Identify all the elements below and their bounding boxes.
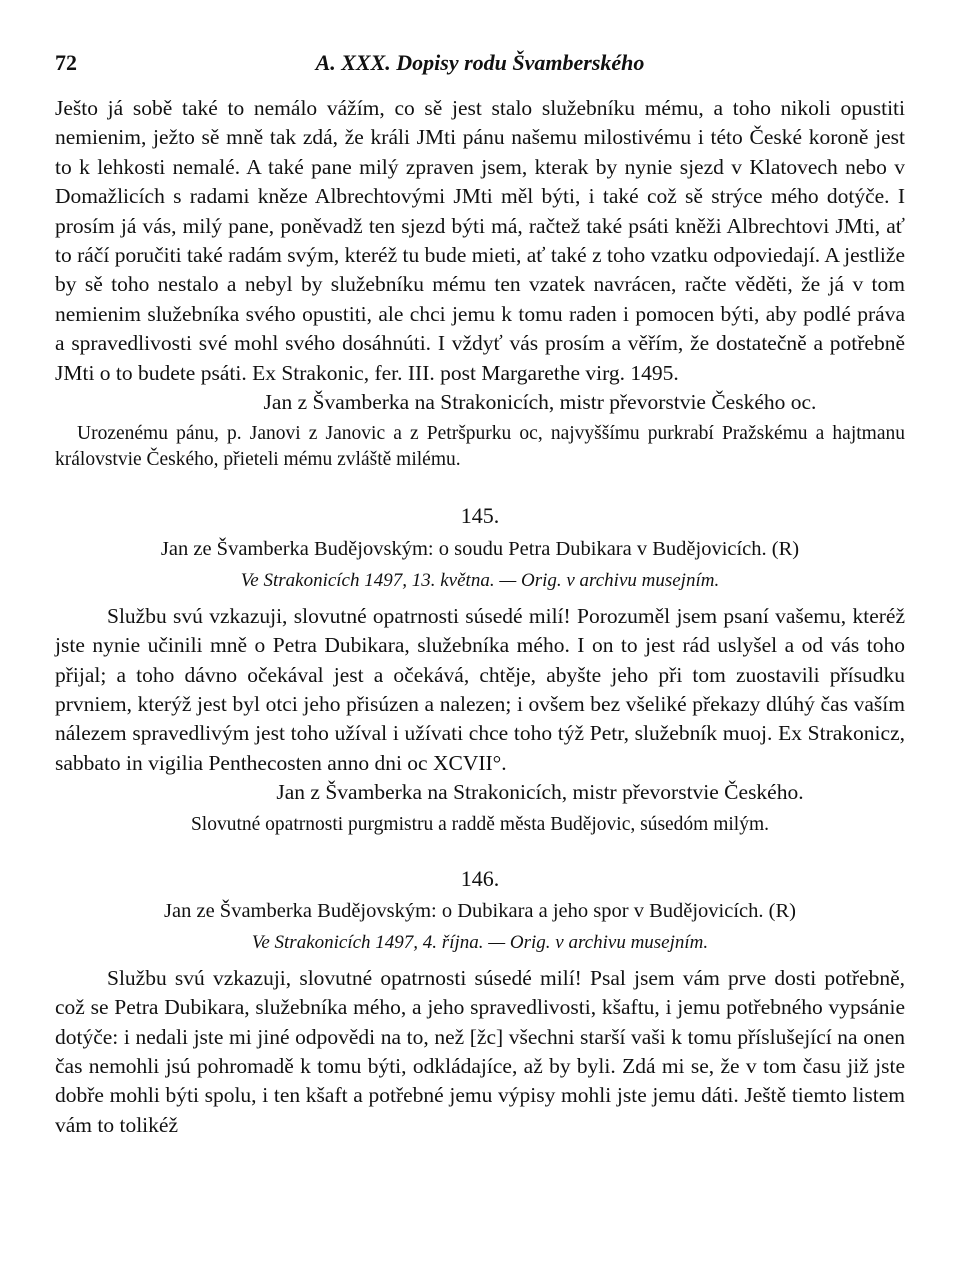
- document-source-line: Ve Strakonicích 1497, 13. května. — Orig. v archivu musejním.: [240, 570, 720, 592]
- running-head: A. XXX. Dopisy rodu Švamberského: [315, 50, 645, 75]
- page-number: 72: [55, 50, 77, 75]
- letter-signature: Jan z Švamberka na Strakonicích, mistr převorstvie Českého oc.: [263, 390, 817, 415]
- page-header: [55, 38, 905, 78]
- document-address: Slovutné opatrnosti purgmistru a raddě města Budějovic, súsedóm milým.: [190, 813, 770, 835]
- document-title: Jan ze Švamberka Budějovským: o Dubikara a jeho spor v Budějovicích. (R): [164, 899, 796, 922]
- document-body-text: Službu svú vzkazuji, slovutné opatrnosti súsedé milí! Psal jsem vám prve dosti potřebně, což se Petra Dubikara, služebníka mého, a jeho spravedlivosti, kšaftu, i jemu potřebného vypsánie dotýče: i nedali jste mi jiné odpovědi na to, než [žc] všechni starší vaši k tomu příslušející na onen čas nemohli jsú pohromadě k tomu býti, odkládajíce, až by byli. Zdá mi se, že v tom času již jste dobře mohli býti spolu, i ten kšaft a potřebné jemu výpisy mohli jste jemu dáti. Ještě tiemto listem vám to tolikéž: [55, 965, 905, 1137]
- document-number: 145.: [460, 503, 500, 529]
- document-signature: Jan z Švamberka na Strakonicích, mistr převorstvie Českého.: [276, 780, 804, 805]
- document-number: 146.: [460, 865, 500, 891]
- document-source-line: Ve Strakonicích 1497, 4. října. — Orig. v archivu musejním.: [251, 932, 709, 954]
- letter-address: Urozenému pánu, p. Janovi z Janovic a z Petršpurku oc, najvyššímu purkrabí Pražskému a hajtmanu královstvie Českého, přieteli mému zvláště milému.: [55, 423, 905, 471]
- document-title: Jan ze Švamberka Budějovským: o soudu Petra Dubikara v Budějovicích. (R): [160, 537, 800, 560]
- document-page: [55, 38, 905, 1140]
- document-body-text: Službu svú vzkazuji, slovutné opatrnosti súsedé milí! Porozuměl jsem psaní vašemu, kteréž jste nynie učinili mně o Petra Dubikara, služebníka mého. I on to jest rád uslyšel a od vás toho přijal; a toho dávno očekával jest a očekává, chtěje, abyšte jeho při tom zuostavili přísudku prvniem, kterýž jest byl otci jeho přisúzen a nalezen; i ovšem bez všeliké překazy dlúhý čas vaším nálezem spravedlivým jest toho užíval i užívati chce toho týž Petr, služebník muoj. Ex Strakonicz, sabbato in vigilia Penthecosten anno dni oc XCVII°.: [55, 603, 905, 775]
- letter-continuation-text: Ješto já sobě také to nemálo vážím, co sě jest stalo služebníku mému, a toho nikoli opustiti nemienim, ježto sě mně tak zdá, že králi JMti pánu našemu milostivému i této České koroně jest to k lehkosti nemalé. A také pane milý zpraven jsem, kterak by nynie sjezd v Klatovech nebo v Domažlicích s radami kněze Albrechtovými JMti měl býti, i také což sě strýce mého dotýče. I prosím já vás, milý pane, poněvadž ten sjezd býti má, račtež také psáti kněži Albrechtovi JMti, ať to ráčí poručiti také radám svým, kteréž tu bude mieti, ať také z toho vzatku odpoviedají. A jestliže by sě toho nestalo a nebyl by služebníku mému ten vzatek navrácen, račte věděti, že já v tom nemienim služebníka svého opustiti, ale chci jemu k tomu raden i pomocen býti, aby podlé práva a spravedlivosti své mohl svého dosáhnúti. I vždyť vás prosím a věřím, že dostatečně a potřebně JMti o to budete psáti. Ex Strakonic, fer. III. post Margarethe virg. 1495.: [55, 96, 905, 385]
